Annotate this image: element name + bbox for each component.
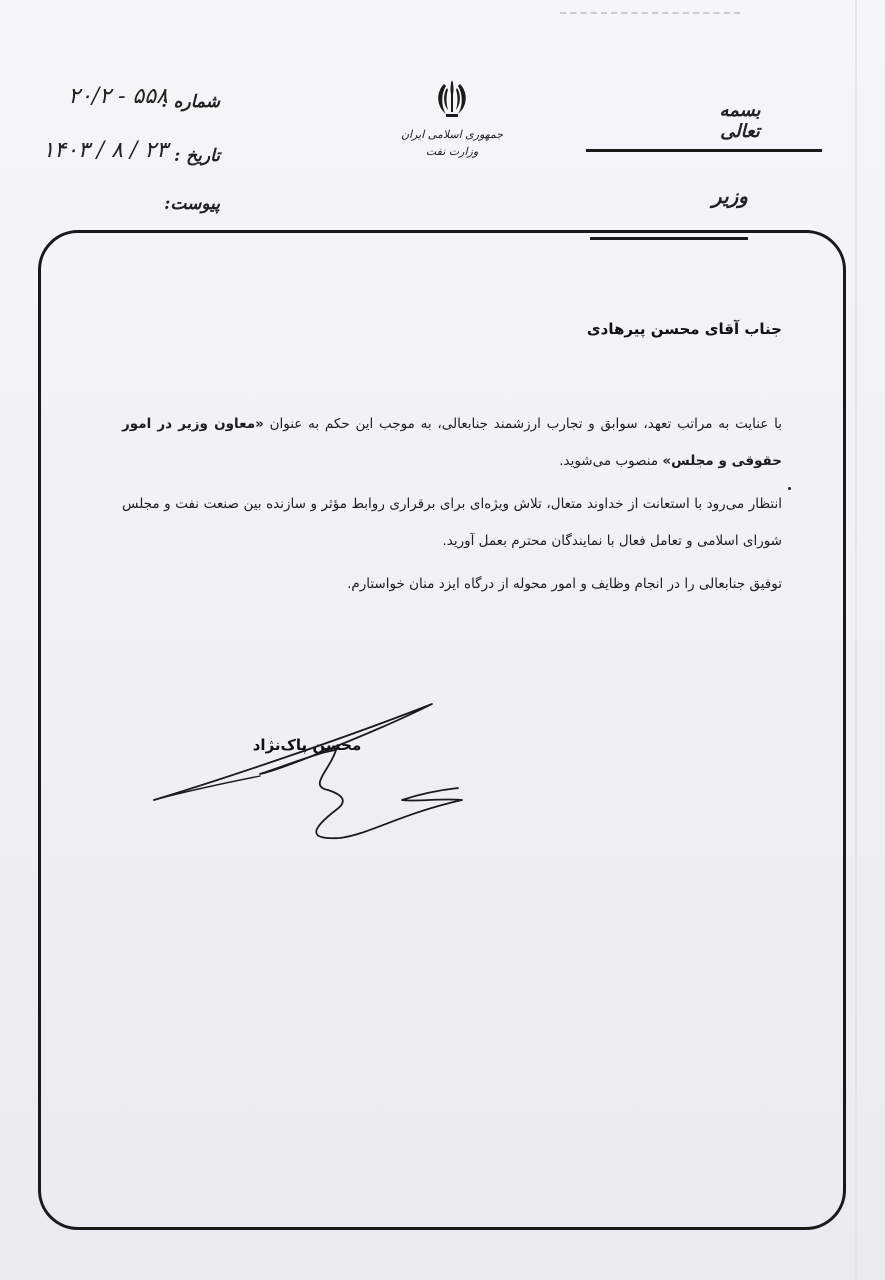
attachment-label: پیوست: [164, 194, 220, 214]
meta-number-row [20, 84, 220, 120]
signature-scribble [140, 690, 480, 860]
letterhead-emblem-block [392, 76, 512, 160]
meta-attachment-row [20, 186, 220, 222]
meta-date-row [20, 138, 220, 174]
paragraph-appointment-start: با عنایت به مراتب تعهد، سوابق و تجارب ارزشمند جنابعالی، به موجب این حکم به عنوان [269, 416, 782, 432]
letter-body [122, 406, 782, 609]
minister-title: وزیر [712, 184, 748, 208]
paragraph-wishes: توفیق جنابعالی را در انجام وظایف و امور محوله از درگاه ایزد منان خواستارم. [347, 576, 782, 592]
paragraph-appointment-end: منصوب می‌شوید. [559, 453, 663, 469]
date-value: ۱۴۰۳ / ۸ / ۲۳ [42, 138, 168, 163]
signature-name: محسن پاک‌نژاد [252, 736, 362, 754]
emblem-line-ministry: وزارت نفت [425, 145, 479, 158]
paragraph-expectation: انتظار می‌رود با استعانت از خداوند متعال، تلاش ویژه‌ای برای برقراری روابط مؤثر و سازنده بین صنعت نفت و مجلس شورای اسلامی و تعامل فعال با نمایندگان محترم بعمل آورید. [122, 496, 782, 549]
paper-edge-mark [560, 12, 740, 14]
paragraph-appointment [122, 406, 782, 480]
date-label: تاریخ : [173, 146, 220, 166]
letter-meta [20, 84, 220, 224]
number-label: شماره : [161, 92, 220, 112]
header-divider [586, 149, 822, 152]
paper-right-edge [855, 0, 857, 1280]
basmala: بسمه تعالی [719, 100, 761, 142]
number-value: ۲۰/۲ - ۵۵۸ [68, 84, 168, 109]
iran-emblem-icon [430, 76, 474, 120]
appointment-title: «معاون وزیر در امور حقوقی و مجلس» [122, 416, 782, 469]
emblem-line-country: جمهوری اسلامی ایران [400, 128, 504, 141]
salutation: جناب آقای محسن پیرهادی [586, 320, 782, 338]
ink-dot [788, 487, 791, 490]
